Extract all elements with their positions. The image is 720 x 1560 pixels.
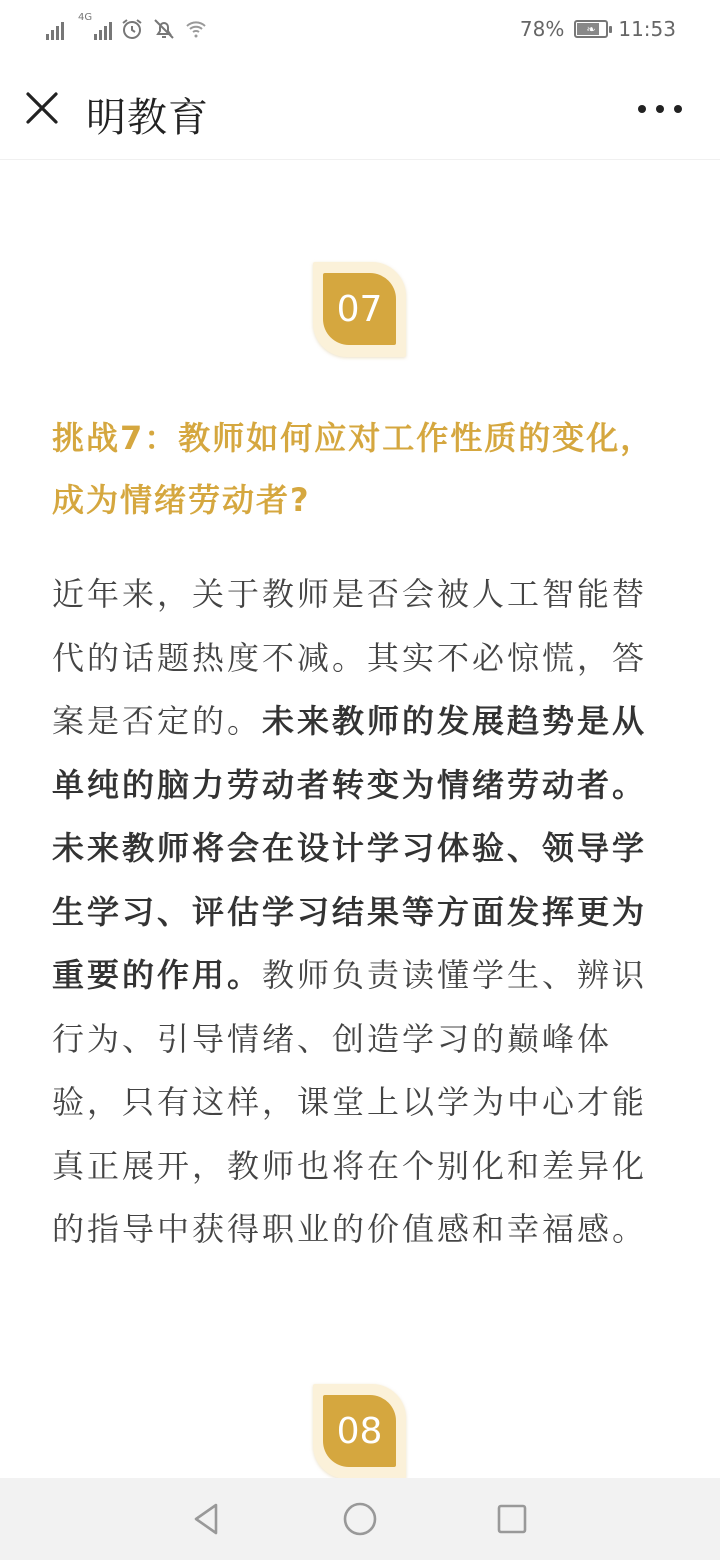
- paragraph-intro: 近年来，关于教师是否会被人工智能替代的话题热度不减。其实不必惊慌，答案是否定的。: [52, 575, 648, 740]
- next-section-badge-number: 08: [323, 1395, 396, 1467]
- section-badge: [313, 262, 406, 357]
- wifi-icon: [184, 17, 208, 41]
- clock: 11:53: [618, 17, 676, 41]
- paragraph-bold: 未来教师的发展趋势是从单纯的脑力劳动者转变为情绪劳动者。未来教师将会在设计学习体验、领导学生学习、评估学习结果等方面发挥更为重要的作用。: [52, 702, 648, 994]
- status-bar: [0, 0, 720, 60]
- notifications-off-icon: [152, 17, 176, 41]
- home-button[interactable]: [339, 1498, 381, 1540]
- recents-button[interactable]: [491, 1498, 533, 1540]
- battery-saver-icon: ❧: [586, 23, 596, 36]
- signal-4g-icon: 4G: [78, 18, 112, 40]
- page-title: 明教育: [86, 95, 209, 141]
- more-button[interactable]: [638, 94, 682, 124]
- recents-icon: [491, 1498, 533, 1540]
- alarm-icon: [120, 17, 144, 41]
- battery-percent: 78%: [519, 17, 565, 41]
- section-badge-number: 07: [323, 273, 396, 345]
- back-icon: [186, 1498, 228, 1540]
- article-paragraph: [52, 563, 672, 1262]
- signal-icon: [46, 18, 64, 40]
- section-heading: 挑战7：教师如何应对工作性质的变化，成为情绪劳动者?: [52, 419, 655, 519]
- next-section-badge: [313, 1384, 406, 1478]
- home-icon: [339, 1498, 381, 1540]
- paragraph-outro: 教师负责读懂学生、辨识行为、引导情绪、创造学习的巅峰体验，只有这样，课堂上以学为中心才能真正展开，教师也将在个别化和差异化的指导中获得职业的价值感和幸福感。: [52, 956, 648, 1248]
- close-button[interactable]: [22, 88, 62, 128]
- status-icons-left: [46, 14, 208, 44]
- navigation-bar: [0, 1478, 720, 1560]
- article-content[interactable]: [0, 161, 720, 1478]
- more-icon: [638, 105, 646, 113]
- status-icons-right: [520, 14, 676, 44]
- title-bar: [0, 60, 720, 160]
- back-button[interactable]: [186, 1498, 228, 1540]
- close-icon: [22, 88, 62, 128]
- battery-icon: [574, 20, 608, 38]
